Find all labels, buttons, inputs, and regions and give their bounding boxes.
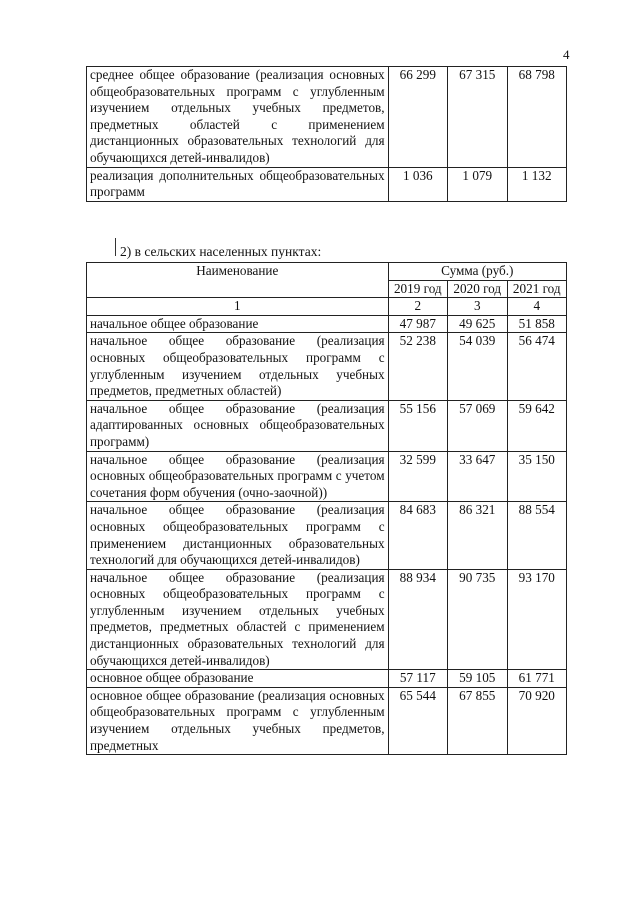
value-2021: 93 170 [507,569,567,670]
header-row [87,263,567,281]
row-name: начальное общее образование (реализация адаптированных основных общеобразовательных программ) [87,400,389,451]
value-2020: 59 105 [448,670,507,688]
value-2021: 61 771 [507,670,567,688]
value-2021: 59 642 [507,400,567,451]
value-2019: 65 544 [388,687,447,754]
table-row [87,687,567,754]
value-2020: 86 321 [448,502,507,569]
table-row [87,333,567,400]
value-2021: 70 920 [507,687,567,754]
rural-settlements-table [86,262,567,755]
value-2021: 68 798 [507,67,567,168]
value-2021: 88 554 [507,502,567,569]
margin-mark [115,238,116,256]
section-title: 2) в сельских населенных пунктах: [120,244,322,259]
header-year-2019: 2019 год [388,280,447,298]
row-name: основное общее образование [87,670,389,688]
table-row [87,670,567,688]
page-number: 4 [563,47,570,62]
table-row [87,67,567,168]
header-year-2020: 2020 год [448,280,507,298]
value-2020: 33 647 [448,451,507,502]
value-2019: 52 238 [388,333,447,400]
value-2020: 57 069 [448,400,507,451]
table-row [87,400,567,451]
value-2019: 1 036 [388,167,447,201]
col-number-3: 3 [448,298,507,316]
value-2021: 1 132 [507,167,567,201]
value-2019: 88 934 [388,569,447,670]
value-2019: 66 299 [388,67,447,168]
table-row [87,451,567,502]
row-name: начальное общее образование (реализация основных общеобразовательных программ с углубленным изучением отдельных учебных предметов, предметных областей с применением дистанционных образовательных технологий для обучающихся детей-инвалидов) [87,569,389,670]
value-2020: 1 079 [448,167,507,201]
value-2020: 54 039 [448,333,507,400]
header-sum: Сумма (руб.) [388,263,566,281]
value-2020: 90 735 [448,569,507,670]
value-2019: 55 156 [388,400,447,451]
header-name: Наименование [87,263,389,298]
column-number-row [87,298,567,316]
value-2021: 56 474 [507,333,567,400]
table-row [87,502,567,569]
row-name: начальное общее образование [87,315,389,333]
value-2019: 47 987 [388,315,447,333]
row-name: реализация дополнительных общеобразовательных программ [87,167,389,201]
value-2020: 49 625 [448,315,507,333]
header-year-2021: 2021 год [507,280,567,298]
table-row [87,569,567,670]
value-2019: 84 683 [388,502,447,569]
table-continued [86,66,567,202]
table-row [87,167,567,201]
row-name: основное общее образование (реализация основных общеобразовательных программ с углубленным изучением отдельных учебных предметов, предметных [87,687,389,754]
value-2019: 57 117 [388,670,447,688]
col-number-2: 2 [388,298,447,316]
value-2019: 32 599 [388,451,447,502]
row-name: среднее общее образование (реализация основных общеобразовательных программ с углубленным изучением отдельных учебных предметов, предметных областей с применением дистанционных образовательных технологий для обучающихся детей-инвалидов) [87,67,389,168]
col-number-1: 1 [87,298,389,316]
value-2020: 67 315 [448,67,507,168]
row-name: начальное общее образование (реализация основных общеобразовательных программ с применением дистанционных образовательных технологий для обучающихся детей-инвалидов) [87,502,389,569]
value-2021: 35 150 [507,451,567,502]
table-row [87,315,567,333]
value-2020: 67 855 [448,687,507,754]
row-name: начальное общее образование (реализация основных общеобразовательных программ с углубленным изучением отдельных учебных предметов, предметных областей) [87,333,389,400]
row-name: начальное общее образование (реализация основных общеобразовательных программ с учетом сочетания форм обучения (очно-заочной)) [87,451,389,502]
col-number-4: 4 [507,298,567,316]
value-2021: 51 858 [507,315,567,333]
